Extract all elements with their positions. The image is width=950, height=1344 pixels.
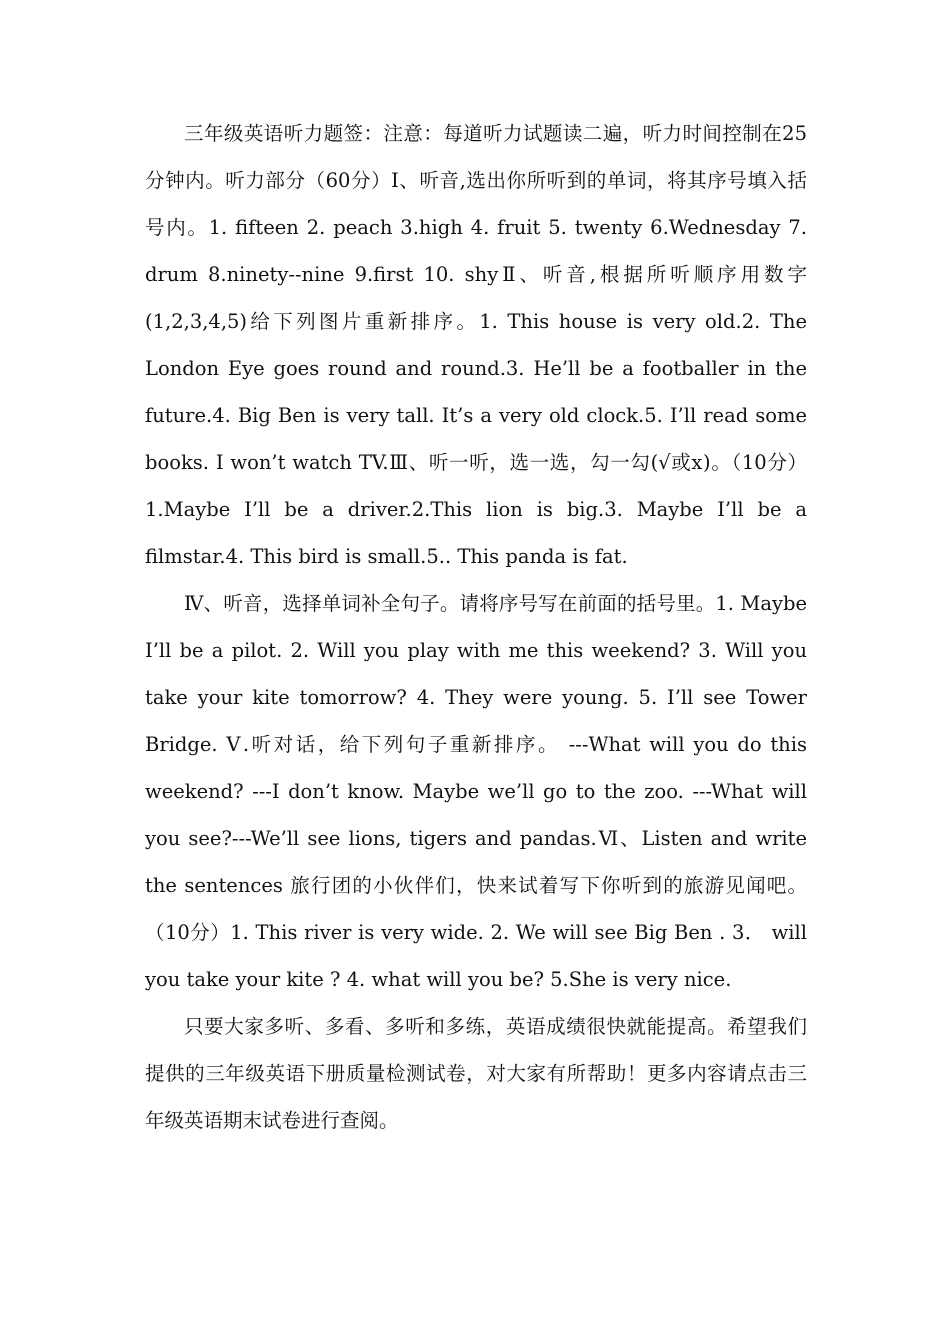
paragraph-listening-part-4-6: Ⅳ、听音，选择单词补全句子。请将序号写在前面的括号里。1. Maybe I’ll be a pilot. 2. Will you play with me this weekend? 3. Will you take your kite tomorrow? 4. They were young. 5. I’ll see Tower Bridge. Ⅴ.听对话，给下列句子重新排序。 ---What will you do this weekend? ---I don’t know. Maybe we’ll go to the zoo. ---What will you see?---We’ll see lions, tigers and pandas.Ⅵ、Listen and write the sentences 旅行团的小伙伴们，快来试着写下你听到的旅游见闻吧。（10分）1. This river is very wide. 2. We will see Big Ben . 3． will you take your kite ? 4. what will you be? 5.She is very nice. — [145, 592, 807, 991]
paragraph-closing-note: 只要大家多听、多看、多听和多练，英语成绩很快就能提高。希望我们提供的三年级英语下册质量检测试卷，对大家有所帮助！更多内容请点击三年级英语期末试卷进行查阅。 — [145, 1015, 807, 1132]
document-body — [145, 110, 807, 1144]
paragraph-listening-part-1-3: 三年级英语听力题签：注意：每道听力试题读二遍，听力时间控制在25分钟内。听力部分（60分）Ⅰ、听音,选出你所听到的单词，将其序号填入括号内。1. fifteen 2. peach 3.high 4. fruit 5. twenty 6.Wednesday 7. drum 8.ninety--nine 9.first 10. shyⅡ、听音,根据所听顺序用数字(1,2,3,4,5)给下列图片重新排序。1. This house is very old.2. The London Eye goes round and round.3. He’ll be a footballer in the future.4. Big Ben is very tall. It’s a very old clock.5. I’ll read some books. I won’t watch TV.Ⅲ、听一听，选一选，勾一勾(√或ⅹ)。（10分）1.Maybe I’ll be a driver.2.This lion is big.3. Maybe I’ll be a filmstar.4. This bird is small.5.. This panda is fat. — [145, 122, 807, 568]
